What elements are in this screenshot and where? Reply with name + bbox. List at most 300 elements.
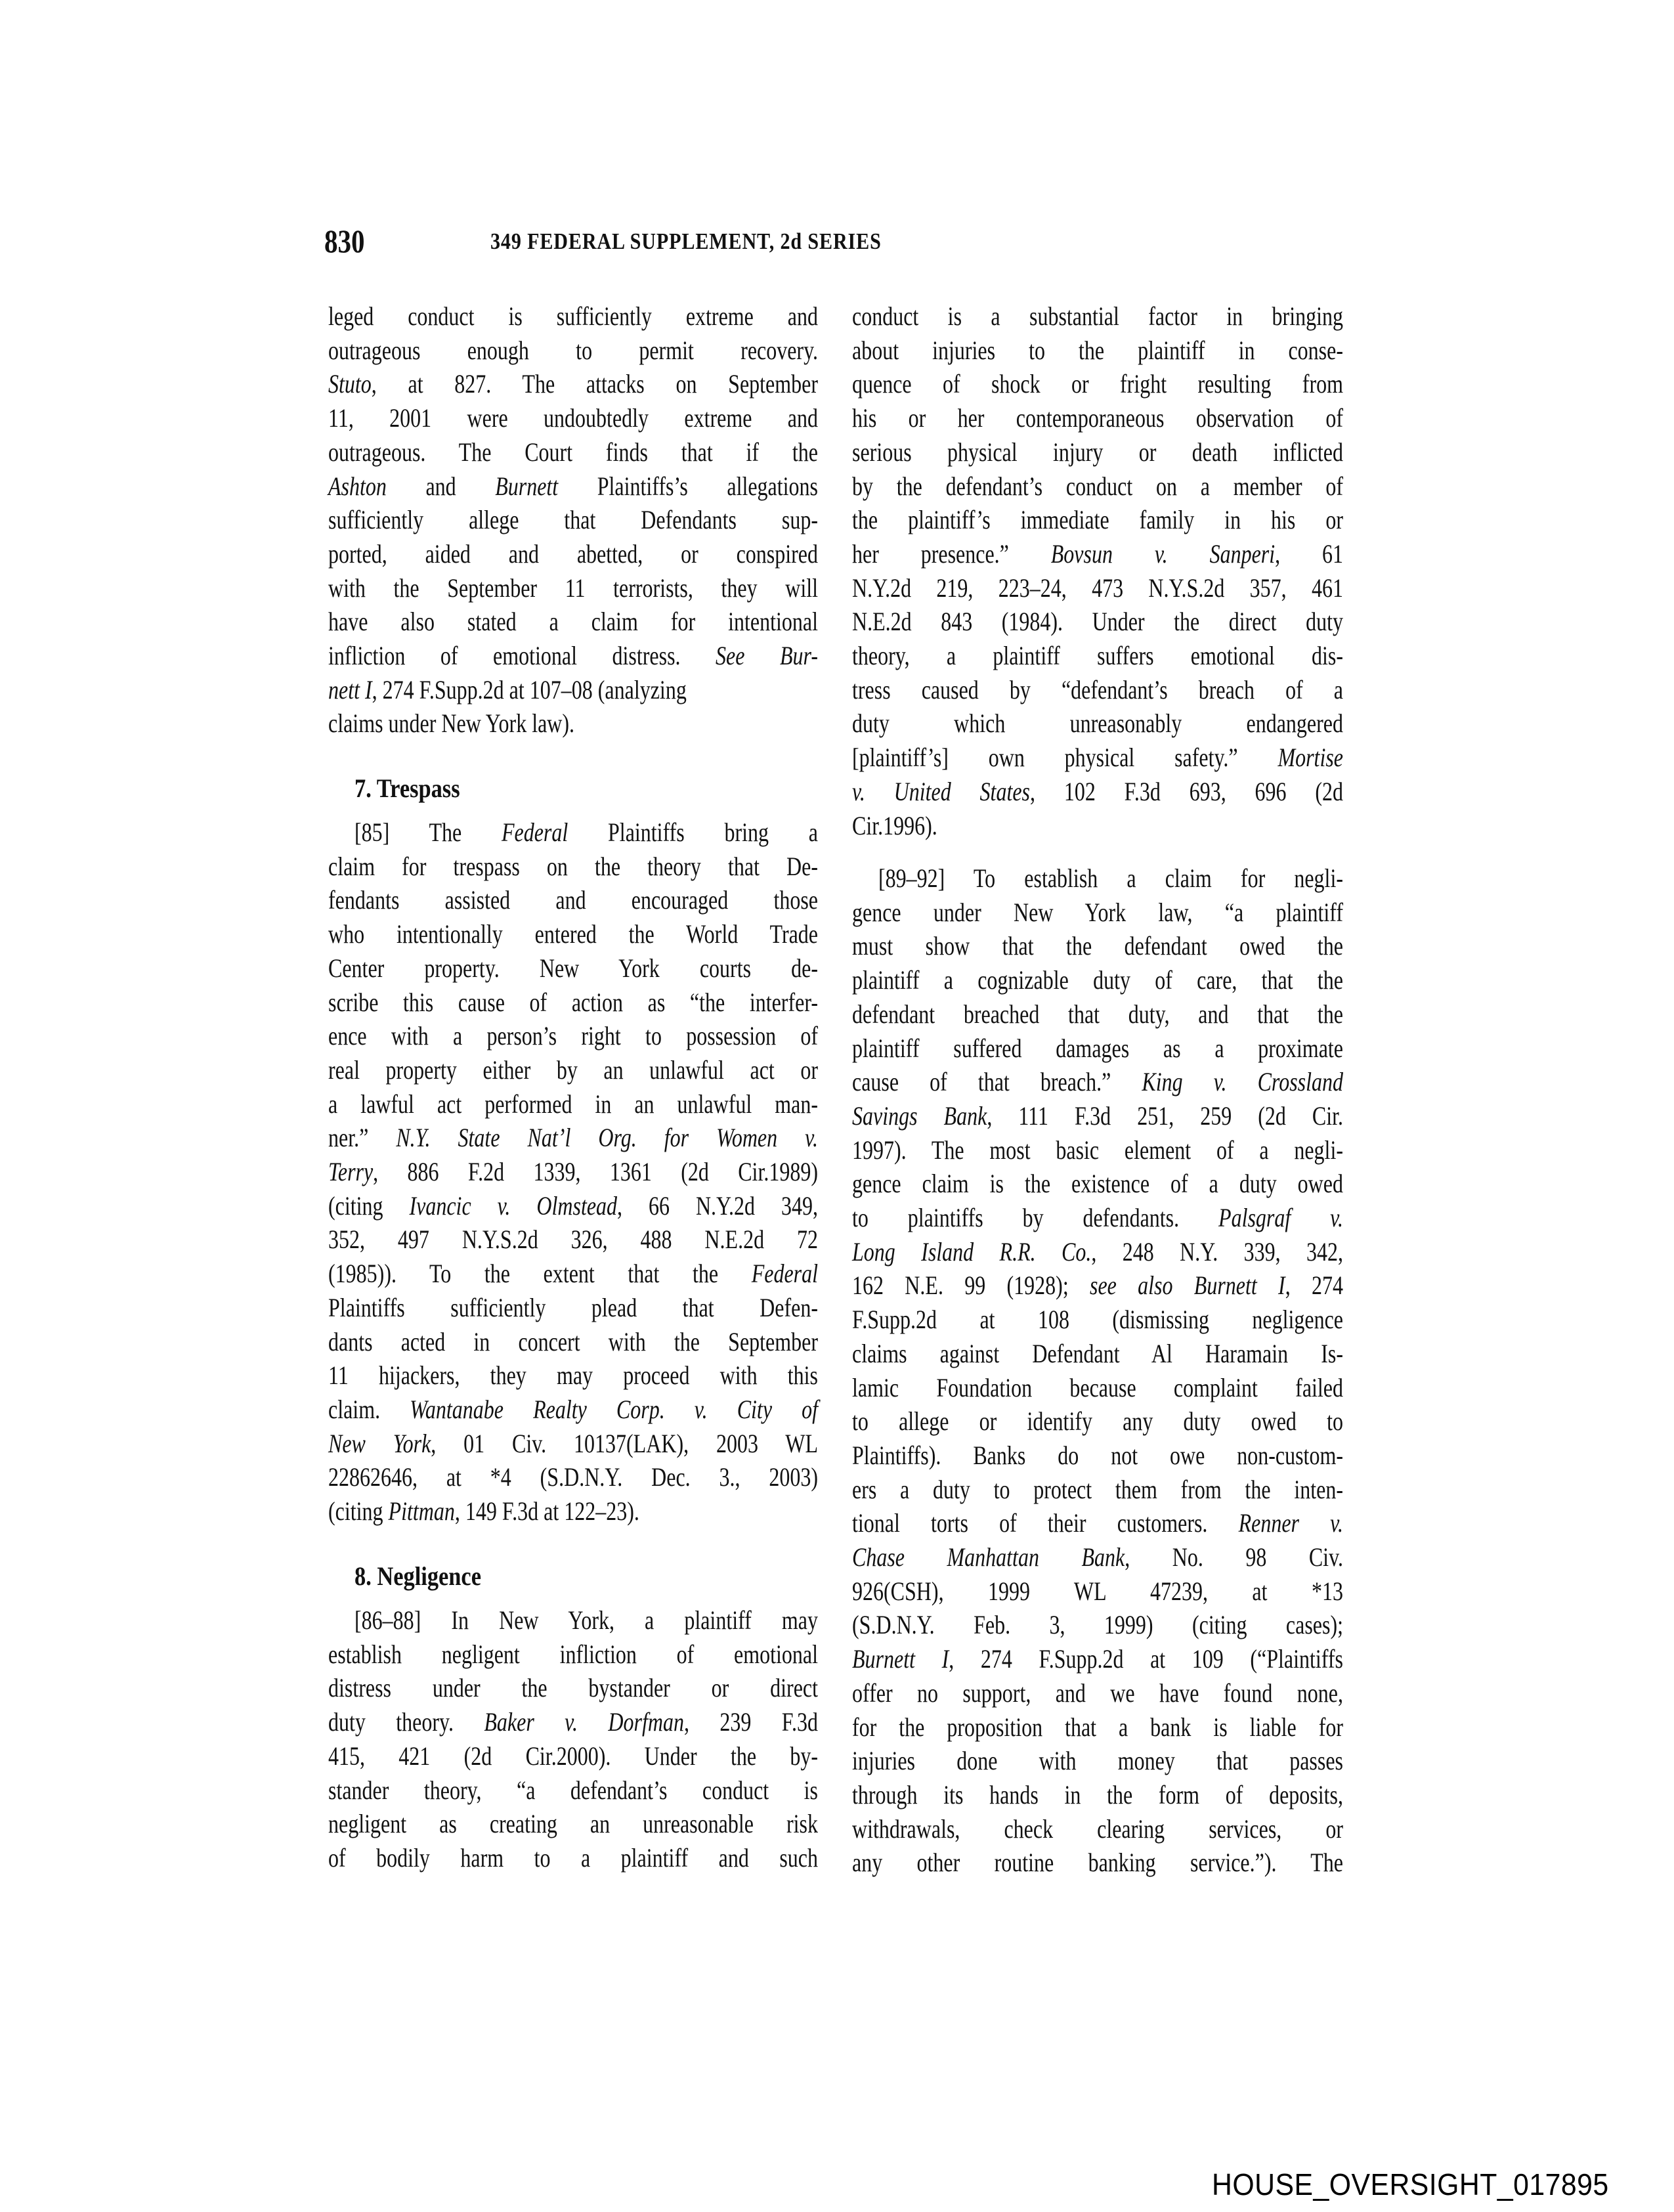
text-run: 162 N.E. 99 (1928); xyxy=(852,1270,1090,1301)
text-run: Plaintiffs’s allegations xyxy=(558,471,818,501)
text-run: gence claim is the existence of a duty owed xyxy=(852,1169,1343,1199)
text-run: , 102 F.3d 693, 696 (2d xyxy=(1030,776,1343,806)
line-content xyxy=(328,951,818,986)
line-content xyxy=(852,571,1343,605)
line-content xyxy=(852,1608,1343,1642)
text-line xyxy=(328,951,941,986)
case-citation: Terry xyxy=(328,1157,374,1186)
text-run: dants acted in concert with the September xyxy=(328,1326,818,1356)
text-run: real property either by an unlawful act or xyxy=(328,1054,818,1085)
text-line xyxy=(852,1167,1466,1201)
case-citation: Baker v. Dorfman xyxy=(484,1707,684,1737)
text-run: N.Y.2d 219, 223–24, 473 N.Y.S.2d 357, 461 xyxy=(852,573,1343,603)
case-citation: nett I xyxy=(328,674,372,705)
text-line xyxy=(852,1846,1466,1880)
text-run: outrageous enough to permit recovery. xyxy=(328,335,818,365)
case-citation: Chase Manhattan Bank xyxy=(852,1542,1125,1572)
case-citation: Bovsun v. Sanperi xyxy=(1050,538,1276,569)
text-run: ers a duty to protect them from the inten- xyxy=(852,1474,1343,1504)
reporter-title: 349 FEDERAL SUPPLEMENT, 2d SERIES xyxy=(490,228,882,254)
text-run: gence under New York law, “a plaintiff xyxy=(852,897,1343,927)
text-line xyxy=(328,1393,941,1427)
line-content xyxy=(852,1439,1343,1473)
line-content xyxy=(354,1559,481,1594)
text-run: , 274 F.Supp.2d at 107–08 (analyzing xyxy=(372,674,687,705)
text-line xyxy=(852,299,1466,334)
text-run: withdrawals, check clearing services, or xyxy=(852,1813,1343,1844)
text-line xyxy=(852,469,1466,504)
text-run: ner.” xyxy=(328,1123,397,1153)
text-line xyxy=(852,503,1466,537)
text-run: 22862646, at *4 (S.D.N.Y. Dec. 3., 2003) xyxy=(328,1462,818,1492)
text-run: [plaintiff’s] own physical safety.” xyxy=(852,743,1278,773)
line-content xyxy=(852,1167,1343,1201)
text-run: who intentionally entered the World Trade xyxy=(328,919,818,949)
text-run: outrageous. The Court finds that if the xyxy=(328,437,818,467)
line-content xyxy=(328,435,818,469)
text-run: To establish a claim for negli- xyxy=(945,863,1343,893)
line-content xyxy=(852,775,1343,809)
text-run: his or her contemporaneous observation of xyxy=(852,403,1343,433)
line-content xyxy=(328,706,574,741)
text-run: N.E.2d 843 (1984). Under the direct duty xyxy=(852,607,1343,637)
text-run: leged conduct is sufficiently extreme and xyxy=(328,301,818,331)
text-run: , 239 F.3d xyxy=(683,1707,818,1737)
text-line xyxy=(852,1574,1466,1609)
text-line xyxy=(328,1325,941,1359)
line-content xyxy=(852,537,1343,571)
line-content xyxy=(328,503,818,537)
line-content xyxy=(328,917,818,951)
text-run: , at 827. The attacks on September xyxy=(371,369,818,399)
text-line xyxy=(852,673,1466,707)
line-content xyxy=(852,1744,1343,1778)
text-run: (1985)). To the extent that the xyxy=(328,1259,752,1289)
line-content xyxy=(852,1269,1343,1303)
text-line xyxy=(328,673,776,707)
case-citation: Federal xyxy=(501,817,569,847)
text-line xyxy=(328,1841,941,1875)
text-run: to allege or identify any duty owed to xyxy=(852,1406,1343,1437)
line-content xyxy=(328,1807,818,1841)
line-content xyxy=(328,883,818,917)
text-line xyxy=(852,334,1466,368)
line-content xyxy=(328,1019,818,1053)
text-line xyxy=(328,883,941,917)
line-content xyxy=(328,1053,818,1087)
text-line xyxy=(852,1201,1466,1235)
text-run: , 01 Civ. 10137(LAK), 2003 WL xyxy=(431,1428,818,1458)
headnote-number: [89–92] xyxy=(878,863,945,893)
section-heading xyxy=(328,771,477,806)
text-line xyxy=(852,639,1466,673)
case-citation: Burnett xyxy=(495,471,559,501)
case-citation: Burnett I xyxy=(852,1644,949,1674)
line-content xyxy=(852,639,1343,673)
text-line xyxy=(328,1637,941,1672)
text-line xyxy=(328,1603,934,1637)
line-content xyxy=(852,1235,1343,1269)
line-content xyxy=(852,299,1343,334)
text-line xyxy=(852,605,1466,639)
text-run: F.Supp.2d at 108 (dismissing negligence xyxy=(852,1305,1343,1335)
line-content xyxy=(852,706,1343,741)
text-line xyxy=(852,809,958,843)
text-run: stander theory, “a defendant’s conduct is xyxy=(328,1775,818,1805)
line-content xyxy=(852,1201,1343,1235)
text-line xyxy=(852,367,1466,401)
text-run: In New York, a plaintiff may xyxy=(421,1605,818,1635)
text-run: duty which unreasonably endangered xyxy=(852,708,1343,739)
text-run: distress under the bystander or direct xyxy=(328,1673,818,1703)
text-run: (S.D.N.Y. Feb. 3, 1999) (citing cases); xyxy=(852,1610,1343,1640)
text-run: ported, aided and abetted, or conspired xyxy=(328,538,818,569)
text-line xyxy=(328,1739,941,1773)
text-line xyxy=(328,1494,717,1529)
bates-number: HOUSE_OVERSIGHT_017895 xyxy=(1212,2167,1609,2201)
headnote-number: [86–88] xyxy=(354,1605,421,1635)
line-content xyxy=(328,537,818,571)
text-run: , 274 F.Supp.2d at 109 (“Plaintiffs xyxy=(949,1644,1343,1674)
line-content xyxy=(852,605,1343,639)
text-run: tress caused by “defendant’s breach of a xyxy=(852,674,1343,705)
text-line xyxy=(852,1608,1466,1642)
case-citation: Ashton xyxy=(328,471,387,501)
text-line xyxy=(328,1705,941,1739)
text-line xyxy=(852,1404,1466,1439)
line-content xyxy=(328,1358,818,1393)
line-content xyxy=(852,1099,1343,1133)
line-content xyxy=(328,1460,818,1494)
text-run: plaintiff suffered damages as a proximate xyxy=(852,1033,1343,1063)
text-run: Center property. New York courts de- xyxy=(328,953,818,983)
text-line xyxy=(328,1019,941,1053)
line-content xyxy=(328,571,818,605)
text-run: , 149 F.3d at 122–23). xyxy=(454,1496,639,1526)
text-run: of bodily harm to a plaintiff and such xyxy=(328,1842,818,1873)
text-run: 8. Negligence xyxy=(354,1561,481,1591)
text-run: Plaintiffs bring a xyxy=(568,817,818,847)
text-run: claim for trespass on the theory that De- xyxy=(328,851,818,881)
text-line xyxy=(852,896,1466,930)
line-content xyxy=(328,1121,818,1155)
line-content xyxy=(852,1574,1343,1609)
text-line xyxy=(328,1189,940,1223)
line-content xyxy=(328,1637,818,1672)
text-run: , 66 N.Y.2d 349, xyxy=(617,1190,818,1221)
text-line xyxy=(328,503,941,537)
case-citation: Wantanabe Realty Corp. v. City of xyxy=(410,1394,818,1424)
text-run: must show that the defendant owed the xyxy=(852,931,1343,961)
line-content xyxy=(328,986,818,1020)
line-content xyxy=(328,401,818,435)
case-citation: Pittman xyxy=(388,1496,455,1526)
text-run: 352, 497 N.Y.S.2d 326, 488 N.E.2d 72 xyxy=(328,1225,818,1255)
case-citation: Renner v. xyxy=(1238,1508,1343,1538)
text-run: duty theory. xyxy=(328,1707,484,1737)
text-run: her presence.” xyxy=(852,538,1051,569)
page-number: 830 xyxy=(324,223,365,259)
line-content xyxy=(328,1773,818,1808)
text-line xyxy=(328,1121,941,1155)
text-line xyxy=(328,1087,941,1121)
text-line xyxy=(852,929,1466,963)
line-content xyxy=(328,1494,639,1529)
case-citation: King v. Crossland xyxy=(1142,1067,1343,1097)
text-line xyxy=(328,986,941,1020)
text-run: offer no support, and we have found none, xyxy=(852,1678,1343,1708)
text-line xyxy=(852,1371,1466,1405)
line-content xyxy=(852,1371,1343,1405)
text-run: 11 hijackers, they may proceed with this xyxy=(328,1360,818,1391)
text-run: , 886 F.2d 1339, 1361 (2d Cir.1989) xyxy=(373,1157,818,1186)
text-line xyxy=(852,401,1466,435)
line-content xyxy=(852,1642,1343,1676)
text-run: plaintiff a cognizable duty of care, that the xyxy=(852,965,1343,995)
text-run: have also stated a claim for intentional xyxy=(328,607,818,637)
text-line xyxy=(852,1642,1466,1676)
text-run: with the September 11 terrorists, they will xyxy=(328,573,818,603)
line-content xyxy=(328,1705,818,1739)
text-line xyxy=(852,537,1466,571)
line-content xyxy=(852,997,1343,1031)
line-content xyxy=(852,741,1343,775)
line-content xyxy=(852,1133,1343,1167)
line-content xyxy=(328,673,687,707)
text-line xyxy=(328,1460,941,1494)
line-content xyxy=(328,1739,818,1773)
line-content xyxy=(328,1291,818,1325)
text-line xyxy=(328,605,941,639)
line-content xyxy=(852,1846,1343,1880)
text-line xyxy=(328,815,934,850)
line-content xyxy=(328,1189,818,1223)
text-line xyxy=(328,299,941,334)
text-run: theory, a plaintiff suffers emotional dis- xyxy=(852,641,1343,670)
text-run: , 61 xyxy=(1275,538,1343,569)
line-content xyxy=(852,1676,1343,1710)
text-line xyxy=(328,1053,941,1087)
text-run: , 248 N.Y. 339, 342, xyxy=(1091,1236,1343,1267)
line-content xyxy=(852,673,1343,707)
text-line xyxy=(328,706,636,741)
case-citation: Stuto xyxy=(328,369,372,399)
text-line xyxy=(852,1099,1466,1133)
line-content xyxy=(852,367,1343,401)
line-content xyxy=(852,929,1343,963)
text-run: scribe this cause of action as “the interfer- xyxy=(328,987,818,1017)
line-content xyxy=(328,1841,818,1875)
text-line xyxy=(852,435,1466,469)
line-content xyxy=(852,1337,1343,1371)
text-line xyxy=(328,1671,941,1705)
text-line xyxy=(852,963,1466,997)
text-line xyxy=(328,1358,941,1393)
text-line xyxy=(852,1540,1466,1574)
text-line xyxy=(852,741,1466,775)
text-line xyxy=(852,1337,1466,1371)
text-line xyxy=(852,571,1466,605)
line-content xyxy=(328,639,818,673)
text-run: , No. 98 Civ. xyxy=(1125,1542,1343,1572)
text-run: sufficiently allege that Defendants sup- xyxy=(328,505,818,535)
text-run: infliction of emotional distress. xyxy=(328,641,716,670)
text-run: to plaintiffs by defendants. xyxy=(852,1203,1219,1232)
line-content xyxy=(852,469,1343,504)
text-run: Plaintiffs sufficiently plead that Defen- xyxy=(328,1292,818,1322)
text-run: claim. xyxy=(328,1394,410,1424)
line-content xyxy=(852,1473,1343,1507)
text-line xyxy=(328,1773,941,1808)
text-run: claims under New York law). xyxy=(328,708,575,739)
text-line xyxy=(328,469,941,504)
text-run: establish negligent infliction of emotional xyxy=(328,1639,818,1669)
line-content xyxy=(852,963,1343,997)
text-line xyxy=(328,435,941,469)
text-run: serious physical injury or death inflicted xyxy=(852,437,1343,467)
text-line xyxy=(328,1223,941,1257)
text-line xyxy=(852,1710,1466,1745)
line-content xyxy=(852,1778,1343,1812)
line-content xyxy=(878,861,1343,896)
text-line xyxy=(852,1235,1466,1269)
text-run: cause of that breach.” xyxy=(852,1067,1142,1097)
text-run: The xyxy=(389,817,502,847)
text-run: fendants assisted and encouraged those xyxy=(328,885,818,915)
text-run: through its hands in the form of deposits, xyxy=(852,1779,1343,1810)
text-run: a lawful act performed in an unlawful man- xyxy=(328,1089,818,1119)
text-line xyxy=(852,997,1466,1031)
text-line xyxy=(852,1778,1466,1812)
text-line xyxy=(328,367,941,401)
text-line xyxy=(328,850,941,884)
text-run: , 274 xyxy=(1285,1270,1343,1301)
text-line xyxy=(328,571,941,605)
text-line xyxy=(852,861,1459,896)
line-content xyxy=(328,1087,818,1121)
line-content xyxy=(328,1393,818,1427)
line-content xyxy=(852,1303,1343,1337)
text-line xyxy=(328,917,941,951)
line-content xyxy=(328,469,818,504)
line-content xyxy=(328,1427,818,1461)
line-content xyxy=(328,1257,818,1291)
case-citation: Savings Bank xyxy=(852,1100,987,1131)
text-run: lamic Foundation because complaint failed xyxy=(852,1372,1343,1402)
text-line xyxy=(328,1427,941,1461)
text-run: the plaintiff’s immediate family in his or xyxy=(852,505,1343,535)
text-run: , 111 F.3d 251, 259 (2d Cir. xyxy=(987,1100,1343,1131)
text-line xyxy=(852,1439,1466,1473)
line-content xyxy=(852,1540,1343,1574)
text-run: negligent as creating an unreasonable risk xyxy=(328,1809,818,1839)
line-content xyxy=(852,1031,1343,1066)
line-content xyxy=(852,896,1343,930)
text-line xyxy=(328,1807,941,1841)
text-line xyxy=(328,1291,941,1325)
line-content xyxy=(328,1325,818,1359)
text-line xyxy=(852,706,1466,741)
text-run: 1997). The most basic element of a negli- xyxy=(852,1135,1343,1165)
text-line xyxy=(328,1257,941,1291)
text-run: about injuries to the plaintiff in conse- xyxy=(852,335,1343,365)
text-line xyxy=(328,334,941,368)
text-line xyxy=(852,1031,1466,1066)
case-citation: N.Y. State Nat’l Org. for Women v. xyxy=(396,1123,818,1153)
text-line xyxy=(328,401,941,435)
text-run: any other routine banking service.”). The xyxy=(852,1848,1343,1878)
case-citation: See Bur- xyxy=(716,641,818,670)
text-run: for the proposition that a bank is liable for xyxy=(852,1712,1343,1742)
text-line xyxy=(852,1744,1466,1778)
line-content xyxy=(852,435,1343,469)
text-line xyxy=(852,1133,1466,1167)
text-line xyxy=(328,1155,941,1189)
line-content xyxy=(852,1506,1343,1540)
text-line xyxy=(328,537,941,571)
case-citation: Mortise xyxy=(1277,743,1343,773)
case-citation: Palsgraf v. xyxy=(1218,1203,1343,1232)
text-run: 7. Trespass xyxy=(354,773,460,803)
text-run: and xyxy=(386,471,496,501)
line-content xyxy=(328,334,818,368)
text-line xyxy=(852,1065,1466,1099)
text-run: 926(CSH), 1999 WL 47239, at *13 xyxy=(852,1576,1343,1606)
line-content xyxy=(852,1710,1343,1745)
case-citation: New York xyxy=(328,1428,431,1458)
line-content xyxy=(328,1223,818,1257)
text-run: tional torts of their customers. xyxy=(852,1508,1239,1538)
line-content xyxy=(354,815,818,850)
case-citation: Federal xyxy=(751,1259,818,1289)
text-line xyxy=(852,775,1466,809)
text-run: 415, 421 (2d Cir.2000). Under the by- xyxy=(328,1741,818,1771)
line-content xyxy=(852,503,1343,537)
line-content xyxy=(328,850,818,884)
line-content xyxy=(852,334,1343,368)
text-run: by the defendant’s conduct on a member of xyxy=(852,471,1343,501)
text-run: (citing xyxy=(328,1190,410,1221)
line-content xyxy=(354,1603,818,1637)
line-content xyxy=(852,1065,1343,1099)
text-run: Cir.1996). xyxy=(852,810,937,840)
line-content xyxy=(328,1155,818,1189)
text-line xyxy=(852,1269,1466,1303)
line-content xyxy=(852,401,1343,435)
text-line xyxy=(852,1676,1466,1710)
line-content xyxy=(328,367,818,401)
case-citation: v. United States xyxy=(852,776,1030,806)
line-content xyxy=(354,771,460,806)
line-content xyxy=(328,299,818,334)
text-run: defendant breached that duty, and that the xyxy=(852,999,1343,1029)
case-citation: Ivancic v. Olmstead xyxy=(409,1190,618,1221)
case-citation: Long Island R.R. Co. xyxy=(852,1236,1092,1267)
case-citation: see also Burnett I xyxy=(1090,1270,1285,1301)
section-heading xyxy=(328,1559,502,1594)
text-run: 11, 2001 were undoubtedly extreme and xyxy=(328,403,818,433)
headnote-number: [85] xyxy=(354,817,390,847)
text-run: injuries done with money that passes xyxy=(852,1746,1343,1776)
text-line xyxy=(852,1303,1466,1337)
text-run: ence with a person’s right to possession of xyxy=(328,1021,818,1051)
text-line xyxy=(852,1506,1466,1540)
text-run: claims against Defendant Al Haramain Is- xyxy=(852,1338,1343,1368)
text-run: conduct is a substantial factor in bringing xyxy=(852,301,1343,331)
line-content xyxy=(852,1812,1343,1846)
line-content xyxy=(328,1671,818,1705)
line-content xyxy=(328,605,818,639)
